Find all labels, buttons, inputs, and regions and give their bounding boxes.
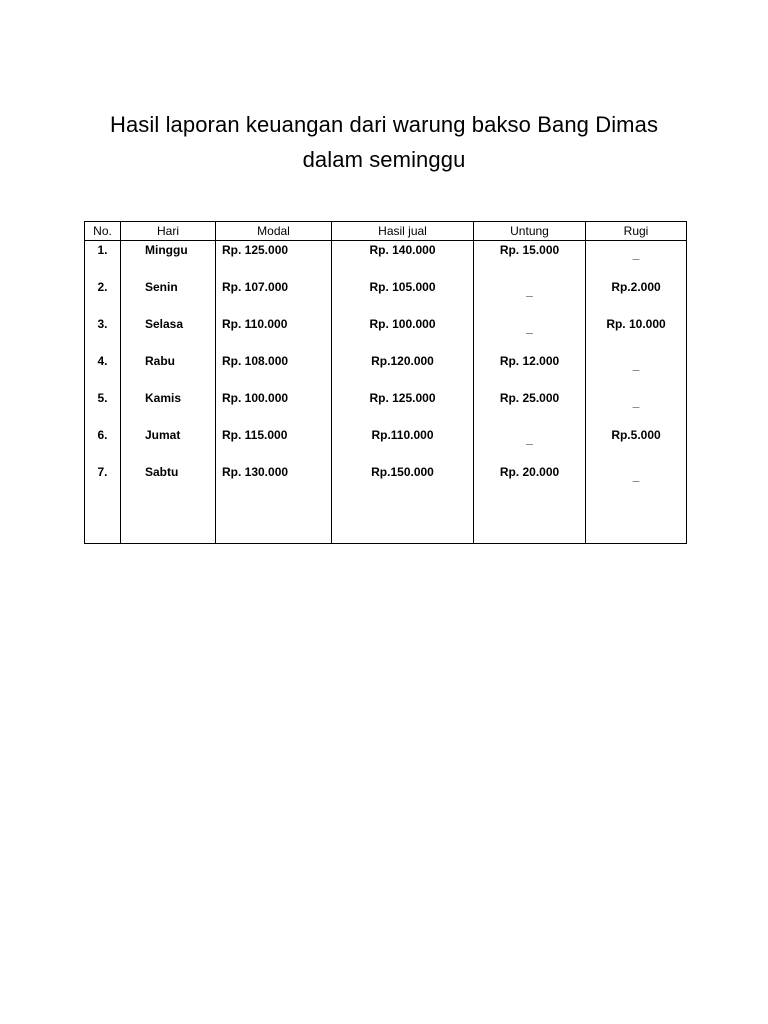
cell-rugi-text: _	[632, 395, 640, 409]
cell-untung	[474, 389, 586, 426]
cell-no	[85, 463, 121, 500]
cell-modal	[216, 278, 332, 315]
cell-hasil-jual-text: Rp. 125.000	[369, 391, 436, 405]
spacer-cell	[216, 500, 332, 544]
table-row	[85, 241, 687, 279]
cell-untung-text: Rp. 15.000	[499, 243, 560, 257]
finance-report-table	[84, 221, 687, 544]
cell-no	[85, 278, 121, 315]
cell-hasil-jual	[332, 352, 474, 389]
cell-rugi	[586, 426, 687, 463]
cell-no-text: 3.	[97, 317, 108, 331]
cell-no-text: 7.	[97, 465, 108, 479]
header-hasil-jual: Hasil jual	[332, 222, 474, 241]
cell-rugi-text: Rp.2.000	[611, 280, 661, 294]
cell-modal	[216, 241, 332, 279]
cell-untung	[474, 463, 586, 500]
header-modal: Modal	[216, 222, 332, 241]
table-row	[85, 463, 687, 500]
cell-untung	[474, 426, 586, 463]
cell-untung-text: _	[526, 432, 533, 446]
cell-untung-text: _	[526, 284, 533, 298]
cell-rugi-text: Rp.5.000	[611, 428, 661, 442]
cell-hari	[121, 278, 216, 315]
cell-hari	[121, 426, 216, 463]
cell-rugi	[586, 278, 687, 315]
page-title	[0, 107, 768, 177]
table-header	[85, 222, 687, 241]
header-row	[85, 222, 687, 241]
table-body	[85, 241, 687, 544]
cell-no-text: 6.	[97, 428, 108, 442]
cell-rugi	[586, 241, 687, 279]
spacer-cell	[121, 500, 216, 544]
cell-modal-text: Rp. 100.000	[222, 391, 289, 405]
cell-hasil-jual-text: Rp. 105.000	[369, 280, 436, 294]
cell-no	[85, 241, 121, 279]
cell-hari-text: Sabtu	[145, 465, 179, 479]
cell-hari-text: Minggu	[145, 243, 188, 257]
cell-hari	[121, 352, 216, 389]
cell-hari	[121, 241, 216, 279]
header-rugi: Rugi	[586, 222, 687, 241]
cell-hari	[121, 315, 216, 352]
cell-modal-text: Rp. 125.000	[222, 243, 289, 257]
cell-hari-text: Rabu	[145, 354, 175, 368]
cell-rugi	[586, 315, 687, 352]
cell-modal-text: Rp. 130.000	[222, 465, 289, 479]
cell-rugi-text: _	[632, 469, 640, 483]
cell-hari	[121, 463, 216, 500]
cell-modal-text: Rp. 107.000	[222, 280, 289, 294]
spacer-cell	[474, 500, 586, 544]
cell-no	[85, 389, 121, 426]
cell-modal-text: Rp. 108.000	[222, 354, 289, 368]
table-row	[85, 426, 687, 463]
cell-modal	[216, 463, 332, 500]
cell-modal	[216, 352, 332, 389]
cell-hasil-jual	[332, 426, 474, 463]
cell-no	[85, 426, 121, 463]
cell-hasil-jual	[332, 463, 474, 500]
spacer-cell	[332, 500, 474, 544]
cell-no-text: 1.	[97, 243, 108, 257]
cell-untung-text: Rp. 12.000	[499, 354, 560, 368]
table-row	[85, 278, 687, 315]
cell-hasil-jual	[332, 315, 474, 352]
title-line-1: Hasil laporan keuangan dari warung bakso Bang Dimas	[109, 111, 659, 137]
cell-rugi-text: _	[632, 358, 640, 372]
cell-untung	[474, 315, 586, 352]
header-hari: Hari	[121, 222, 216, 241]
cell-hari-text: Kamis	[145, 391, 182, 405]
cell-rugi	[586, 352, 687, 389]
cell-hasil-jual-text: Rp.150.000	[371, 465, 434, 479]
cell-rugi	[586, 389, 687, 426]
cell-hasil-jual-text: Rp.110.000	[371, 428, 434, 442]
cell-modal	[216, 426, 332, 463]
cell-rugi	[586, 463, 687, 500]
cell-untung-text: Rp. 20.000	[499, 465, 560, 479]
cell-no-text: 5.	[97, 391, 108, 405]
cell-rugi-text: _	[632, 247, 640, 261]
cell-rugi-text: Rp. 10.000	[606, 317, 666, 331]
cell-untung-text: _	[526, 321, 533, 335]
cell-hasil-jual	[332, 241, 474, 279]
cell-hari	[121, 389, 216, 426]
spacer-cell	[85, 500, 121, 544]
cell-modal-text: Rp. 110.000	[222, 317, 288, 331]
table-row	[85, 389, 687, 426]
title-line-2: dalam seminggu	[302, 146, 466, 172]
cell-no	[85, 352, 121, 389]
cell-hari-text: Selasa	[145, 317, 184, 331]
header-untung: Untung	[474, 222, 586, 241]
table-row	[85, 315, 687, 352]
cell-hasil-jual-text: Rp. 100.000	[369, 317, 436, 331]
cell-hasil-jual-text: Rp. 140.000	[369, 243, 436, 257]
cell-hasil-jual	[332, 278, 474, 315]
cell-modal-text: Rp. 115.000	[222, 428, 288, 442]
cell-untung	[474, 278, 586, 315]
cell-untung	[474, 352, 586, 389]
cell-modal	[216, 315, 332, 352]
cell-untung-text: Rp. 25.000	[499, 391, 560, 405]
cell-hari-text: Senin	[145, 280, 178, 294]
cell-untung	[474, 241, 586, 279]
cell-hasil-jual	[332, 389, 474, 426]
table-spacer-row	[85, 500, 687, 544]
cell-hari-text: Jumat	[145, 428, 181, 442]
cell-no-text: 4.	[97, 354, 108, 368]
spacer-cell	[586, 500, 687, 544]
cell-modal	[216, 389, 332, 426]
cell-no-text: 2.	[97, 280, 108, 294]
header-no: No.	[85, 222, 121, 241]
cell-hasil-jual-text: Rp.120.000	[371, 354, 434, 368]
table-row	[85, 352, 687, 389]
cell-no	[85, 315, 121, 352]
